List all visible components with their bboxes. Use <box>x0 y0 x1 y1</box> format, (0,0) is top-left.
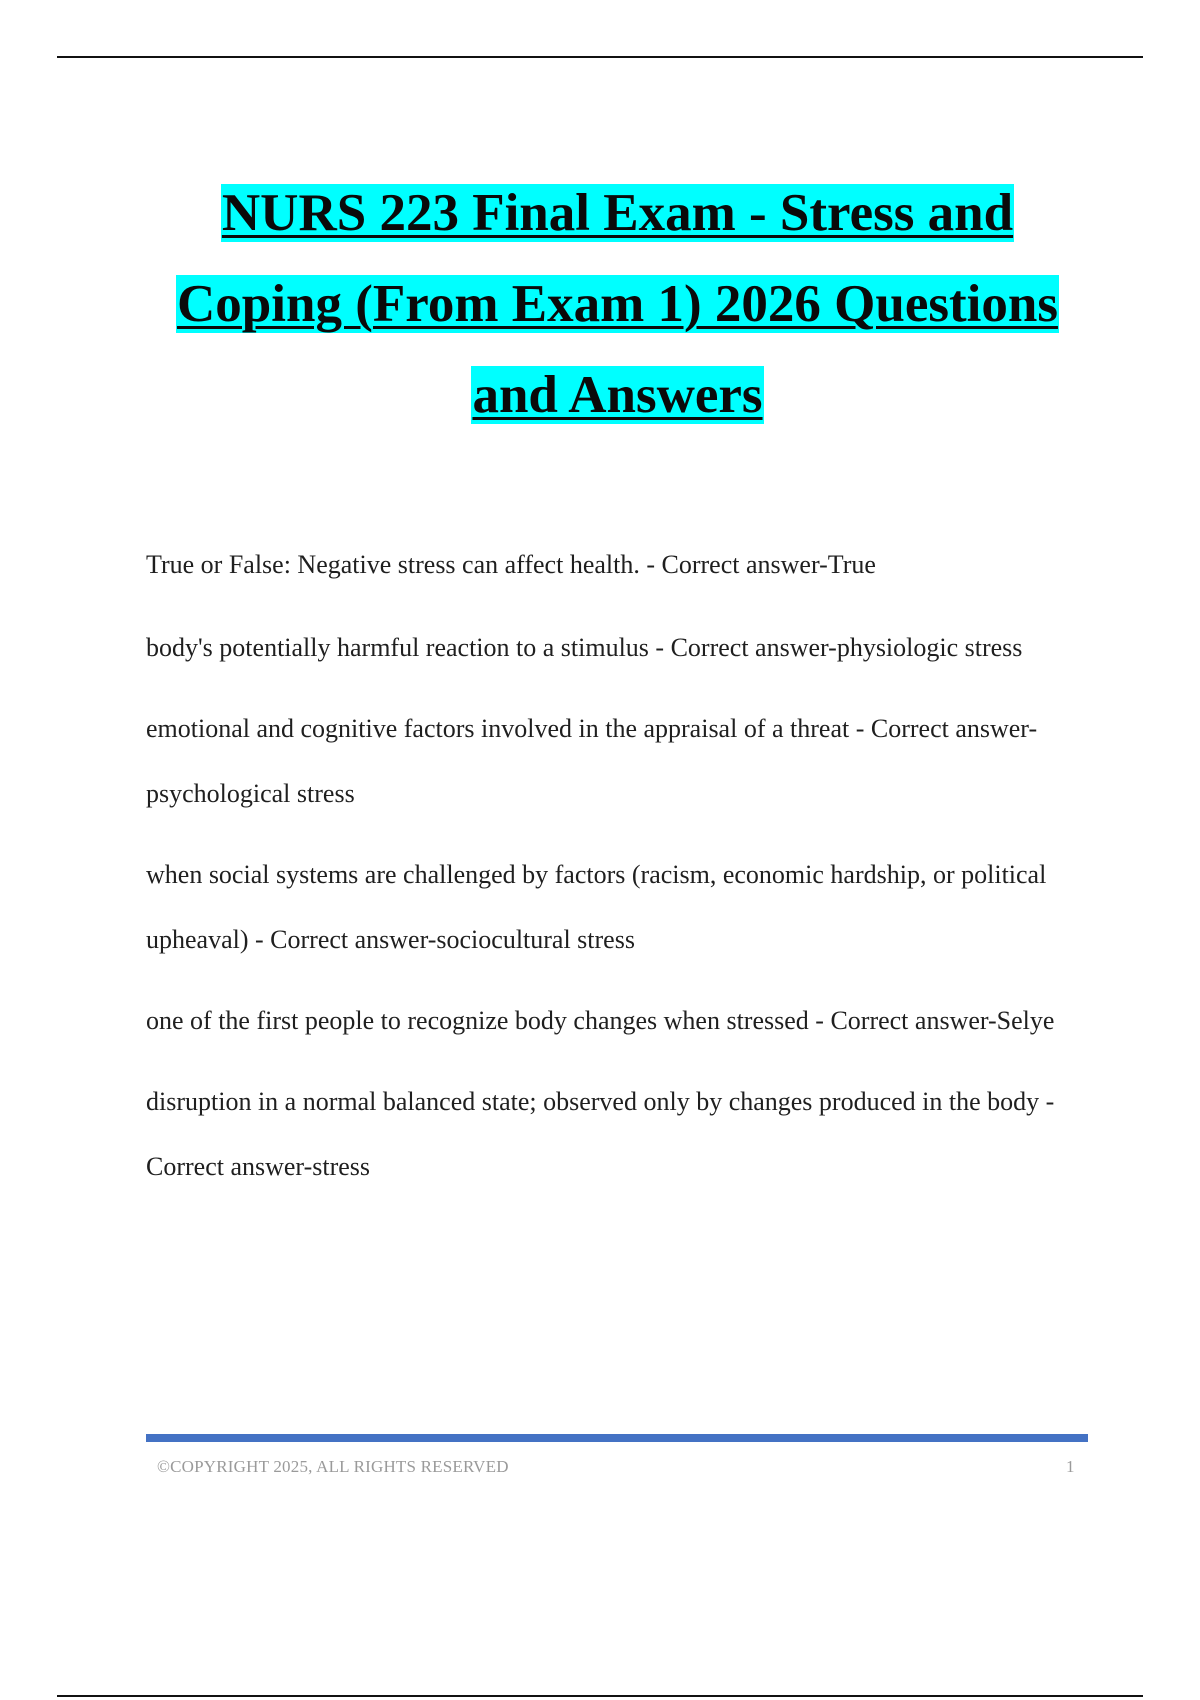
title-line-2: Coping (From Exam 1) 2026 Questions <box>177 275 1058 333</box>
document-title <box>100 168 1135 441</box>
bottom-rule <box>57 1695 1143 1697</box>
qa-item: one of the first people to recognize body changes when stressed - Correct answer-Selye <box>146 1006 1055 1035</box>
footer-bar <box>146 1434 1088 1442</box>
qa-item: True or False: Negative stress can affect health. - Correct answer-True <box>146 550 876 579</box>
footer-copyright: ©COPYRIGHT 2025, ALL RIGHTS RESERVED <box>157 1457 509 1476</box>
title-line-1: NURS 223 Final Exam - Stress and <box>221 184 1014 242</box>
top-rule <box>57 56 1143 58</box>
qa-item: disruption in a normal balanced state; observed only by changes produced in the body - Correct answer-stress <box>146 1087 1055 1181</box>
qa-list <box>146 532 1091 1215</box>
qa-item: body's potentially harmful reaction to a stimulus - Correct answer-physiologic stress <box>146 633 1023 662</box>
qa-item: emotional and cognitive factors involved in the appraisal of a threat - Correct answer-psychological stress <box>146 714 1038 808</box>
qa-item: when social systems are challenged by factors (racism, economic hardship, or political upheaval) - Correct answer-sociocultural stress <box>146 860 1047 954</box>
page-number: 1 <box>1066 1457 1075 1476</box>
title-line-3: and Answers <box>472 366 763 424</box>
